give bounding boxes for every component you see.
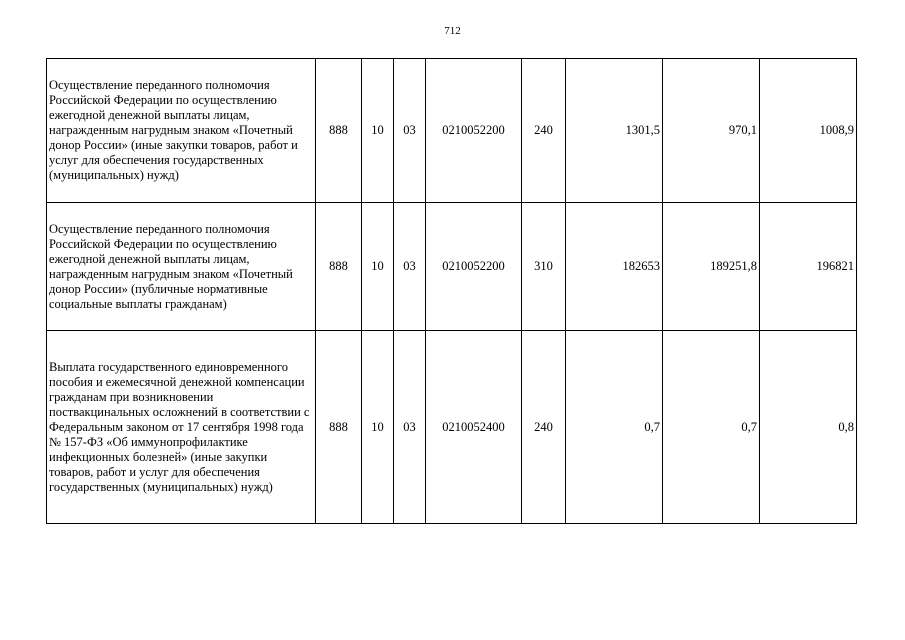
expense-type-code: 310: [522, 203, 566, 331]
ministry-code: 888: [316, 331, 362, 524]
target-article-code: 0210052400: [426, 331, 522, 524]
amount-year-2: 189251,8: [663, 203, 760, 331]
section-code: 10: [362, 331, 394, 524]
amount-year-1: 182653: [566, 203, 663, 331]
ministry-code: 888: [316, 59, 362, 203]
subsection-code: 03: [394, 59, 426, 203]
target-article-code: 0210052200: [426, 203, 522, 331]
page-number: 712: [444, 25, 461, 37]
amount-year-1: 1301,5: [566, 59, 663, 203]
row-description: Выплата государственного единовременного пособия и ежемесячной денежной компенсации гражданам при возникновении поствакцинальных осложнений в соответствии с Федеральным законом от 17 сентября 1998 года № 157-ФЗ «Об иммунопрофилактике инфекционных болезней» (иные закупки товаров, работ и услуг для обеспечения государственных (муниципальных) нужд): [47, 331, 316, 524]
target-article-code: 0210052200: [426, 59, 522, 203]
amount-year-3: 1008,9: [760, 59, 857, 203]
table-row: [47, 203, 857, 331]
subsection-code: 03: [394, 203, 426, 331]
amount-year-3: 196821: [760, 203, 857, 331]
amount-year-2: 0,7: [663, 331, 760, 524]
budget-table: [46, 58, 857, 524]
amount-year-3: 0,8: [760, 331, 857, 524]
ministry-code: 888: [316, 203, 362, 331]
expense-type-code: 240: [522, 59, 566, 203]
amount-year-2: 970,1: [663, 59, 760, 203]
amount-year-1: 0,7: [566, 331, 663, 524]
section-code: 10: [362, 203, 394, 331]
expense-type-code: 240: [522, 331, 566, 524]
table-row: [47, 59, 857, 203]
section-code: 10: [362, 59, 394, 203]
row-description: Осуществление переданного полномочия Российской Федерации по осуществлению ежегодной денежной выплаты лицам, награжденным нагрудным знаком «Почетный донор России» (иные закупки товаров, работ и услуг для обеспечения государственных (муниципальных) нужд): [47, 59, 316, 203]
subsection-code: 03: [394, 331, 426, 524]
table-row: [47, 331, 857, 524]
row-description: Осуществление переданного полномочия Российской Федерации по осуществлению ежегодной денежной выплаты лицам, награжденным нагрудным знаком «Почетный донор России» (публичные нормативные социальные выплаты гражданам): [47, 203, 316, 331]
